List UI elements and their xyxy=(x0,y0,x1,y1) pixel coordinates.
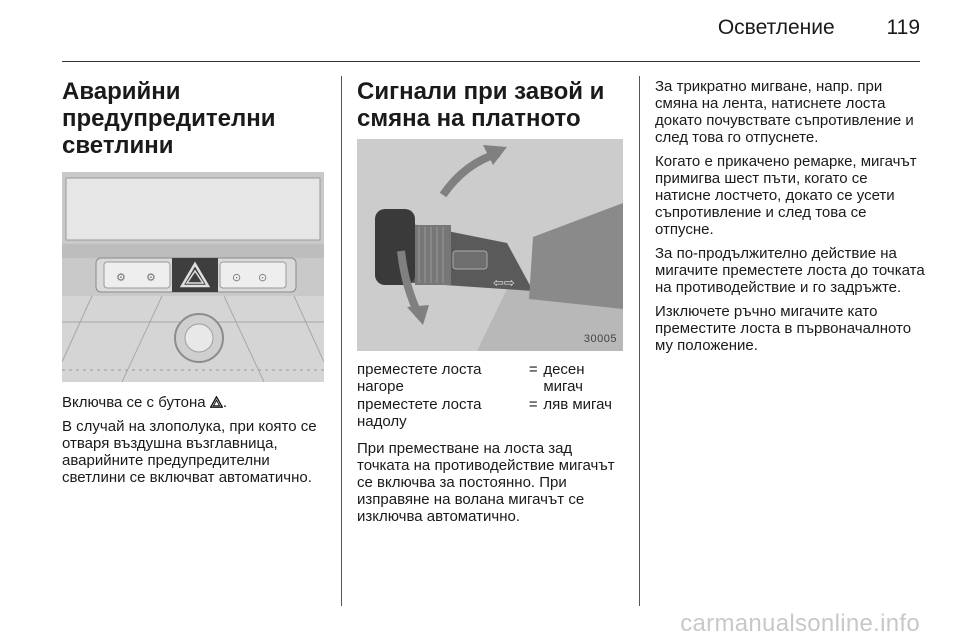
column-divider-1 xyxy=(341,76,342,606)
svg-text:⚙: ⚙ xyxy=(146,272,156,284)
definition-term: преместете лоста нагоре xyxy=(357,361,482,395)
paragraph-switch-on: Включва се с бутона . xyxy=(62,394,227,411)
paragraph-longer-action: За по-продължително действие на мигачите преместете лоста до точката на противодействие и го задръжте. xyxy=(655,245,925,296)
svg-text:⚙: ⚙ xyxy=(116,272,126,284)
definition-row xyxy=(357,361,623,395)
definition-equals: = xyxy=(528,361,538,378)
section-heading-turn-signals: Сигнали при завой и смяна на платното xyxy=(357,78,605,132)
svg-text:⊙: ⊙ xyxy=(258,272,268,284)
figure-number: 30005 xyxy=(583,333,617,345)
page-number: 119 xyxy=(886,16,920,39)
paragraph-triple-flash: За трикратно мигване, напр. при смяна на лента, натиснете лоста докато почувствате съпротивление и след това го отпуснете. xyxy=(655,78,914,146)
svg-text:⊙: ⊙ xyxy=(232,272,242,284)
hazard-warning-button-icon xyxy=(62,172,324,382)
paragraph-airbag: В случай на злополука, при която се отваря въздушна възглавница, аварийните предупредителни светлини се включват автоматично. xyxy=(62,418,317,486)
definition-desc: ляв мигач xyxy=(543,396,612,413)
column-divider-2 xyxy=(639,76,640,606)
definition-row xyxy=(357,395,623,430)
figure-hazard-button xyxy=(62,172,324,382)
page-title: Осветление xyxy=(717,16,835,39)
paragraph-permanent-signal: При преместване на лоста зад точката на противодействие мигачът се включва за постоянно. При изправяне на волана мигачът се изключва автоматично. xyxy=(357,440,615,525)
page-header xyxy=(718,16,920,40)
figure-turn-lever xyxy=(357,139,623,351)
turn-signal-lever-icon xyxy=(357,139,623,351)
section-heading-hazard: Аварийни предупредителни светлини xyxy=(62,78,276,159)
column-turn-signals xyxy=(357,78,623,532)
column-signal-details xyxy=(655,78,925,361)
definition-equals: = xyxy=(528,396,538,413)
definition-term: преместете лоста надолу xyxy=(357,396,482,430)
definition-desc: десен мигач xyxy=(543,361,585,395)
watermark: carmanualsonline.info xyxy=(680,610,920,637)
svg-text:⇦⇨: ⇦⇨ xyxy=(493,275,515,290)
definition-table xyxy=(357,361,623,430)
paragraph-manual-off: Изключете ръчно мигачите като преместите лоста в първоначалното му положение. xyxy=(655,303,912,354)
hazard-triangle-icon xyxy=(210,396,223,408)
column-hazard-lights xyxy=(62,78,324,493)
paragraph-trailer: Когато е прикачено ремарке, мигачът примигва шест пъти, когато се натисне лостчето, докато се усети съпротивление и след това се отпусне. xyxy=(655,153,917,238)
header-rule xyxy=(62,61,920,62)
